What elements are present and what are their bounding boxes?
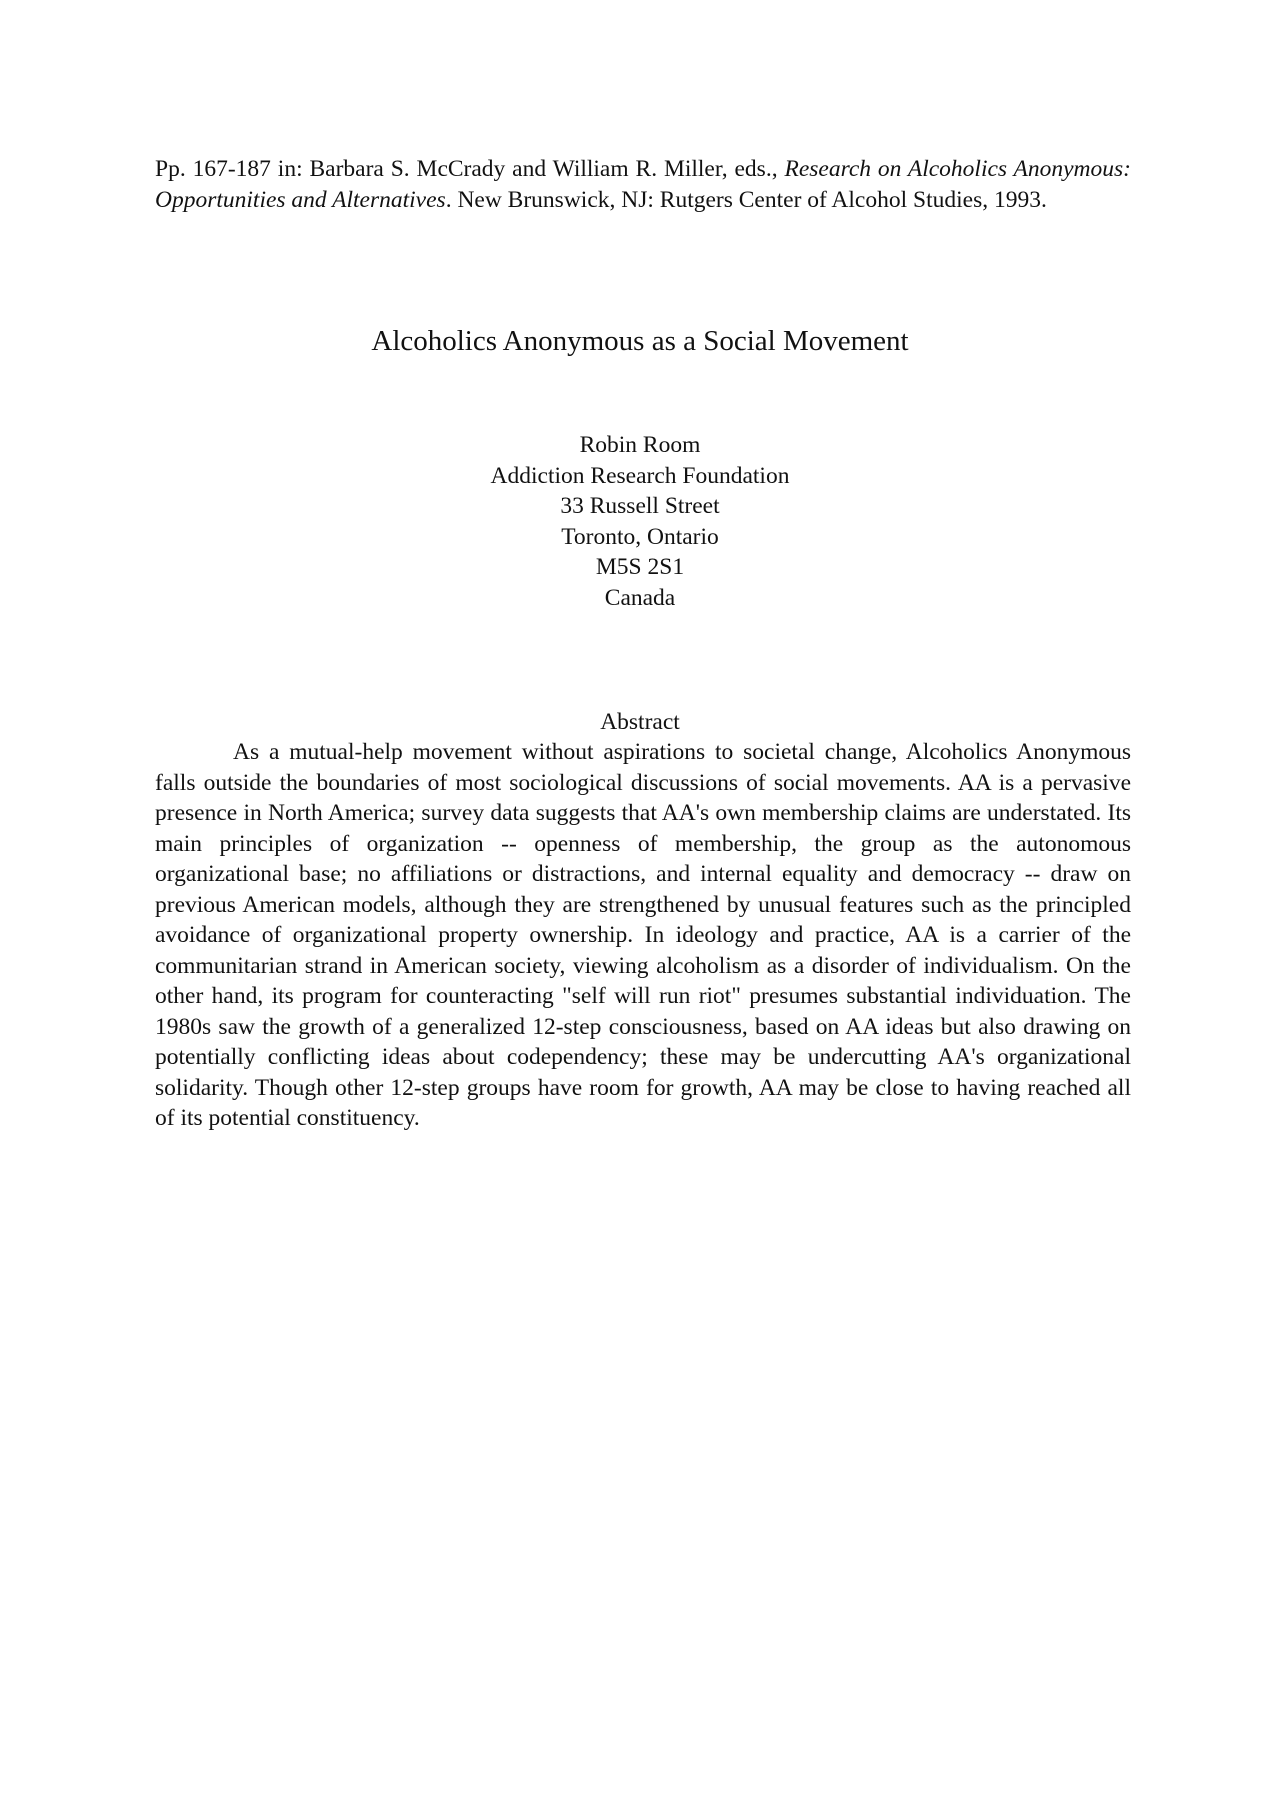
author-street: 33 Russell Street [560,493,720,520]
author-city: Toronto, Ontario [561,523,719,550]
citation-suffix: . New Brunswick, NJ: Rutgers Center of Alcohol Studies, 1993. [445,186,1047,213]
author-name: Robin Room [579,432,701,458]
abstract-heading: Abstract [600,709,680,735]
author-block [0,430,1280,614]
author-organization: Addiction Research Foundation [490,462,790,489]
author-country: Canada [604,584,676,611]
citation [155,154,1131,215]
paper-title: Alcoholics Anonymous as a Social Movement [371,325,909,357]
abstract-body: As a mutual-help movement without aspirations to societal change, Alcoholics Anonymous falls outside the boundaries of most sociological discussions of social movements. AA is a pervasive presence in North America; survey data suggests that AA's own membership claims are understated. Its main principles of organization -- openness of membership, the group as the autonomous organizational base; no affiliations or distractions, and internal equality and democracy -- draw on previous American models, although they are strengthened by unusual features such as the principled avoidance of organizational property ownership. In ideology and practice, AA is a carrier of the communitarian strand in American society, viewing alcoholism as a disorder of individualism. On the other hand, its program for counteracting "self will run riot" presumes substantial individuation. The 1980s saw the growth of a generalized 12-step consciousness, based on AA ideas but also drawing on potentially conflicting ideas about codependency; these may be undercutting AA's organizational solidarity. Though other 12-step groups have room for growth, AA may be close to having reached all of its potential constituency. [155,739,1131,1131]
author-postal-code: M5S 2S1 [595,554,685,581]
citation-prefix: Pp. 167-187 in: Barbara S. McCrady and William R. Miller, eds., [155,156,785,182]
citation-book-title: Research on Alcoholics Anonymous: Opportunities and Alternatives [155,156,1132,213]
